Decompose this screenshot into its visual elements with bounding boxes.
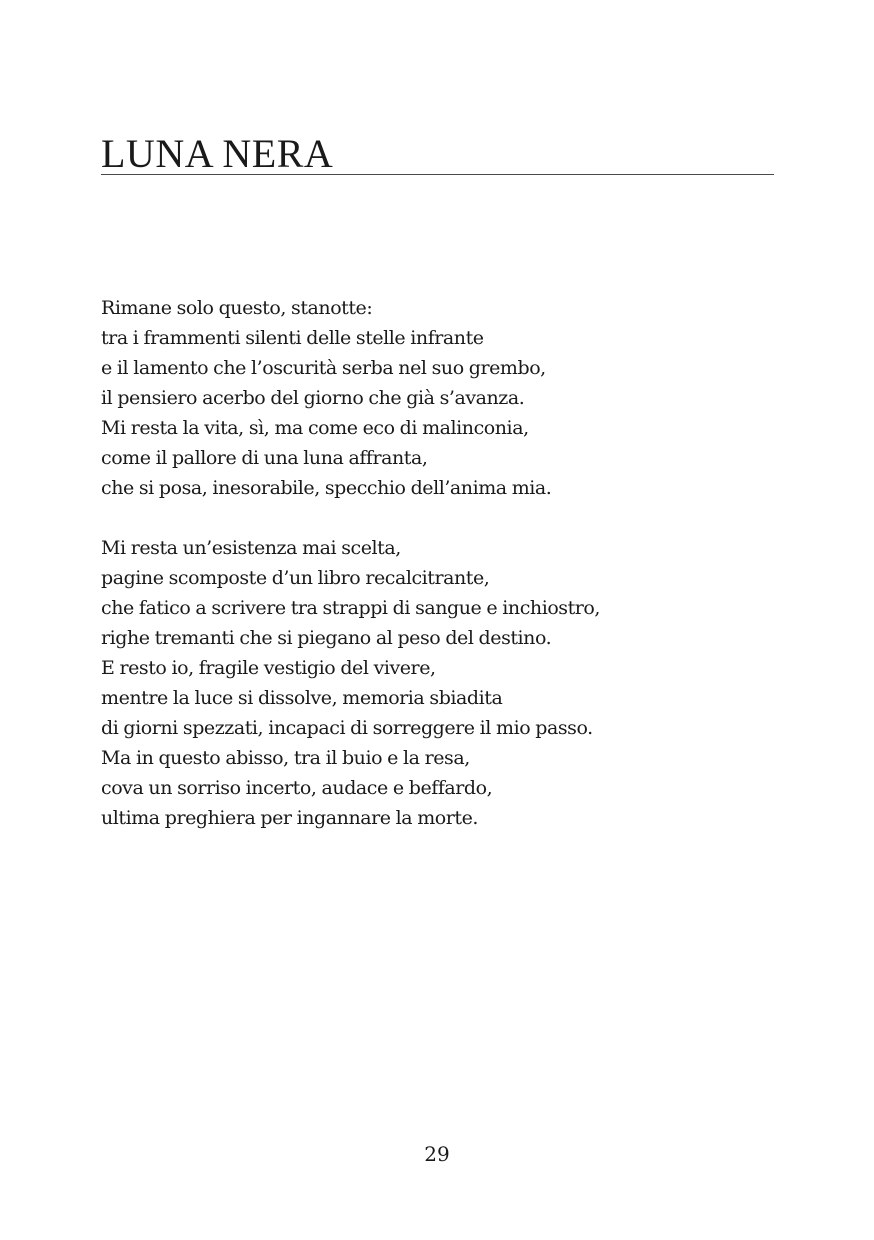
poem-line: e il lamento che l’oscurità serba nel suo grembo, bbox=[101, 357, 546, 379]
poem-line: E resto io, fragile vestigio del vivere, bbox=[101, 657, 436, 679]
poem-line: il pensiero acerbo del giorno che già s’avanza. bbox=[101, 387, 525, 409]
poem-line: ultima preghiera per ingannare la morte. bbox=[101, 807, 478, 829]
poem-line: Mi resta un’esistenza mai scelta, bbox=[101, 537, 401, 559]
title-underline bbox=[101, 174, 774, 175]
poem-line: come il pallore di una luna affranta, bbox=[101, 447, 428, 469]
poem-line: righe tremanti che si piegano al peso del destino. bbox=[101, 627, 552, 649]
stanza-2 bbox=[101, 533, 781, 833]
poem-line: cova un sorriso incerto, audace e beffardo, bbox=[101, 777, 493, 799]
poem-line: Ma in questo abisso, tra il buio e la resa, bbox=[101, 747, 470, 769]
poem-line: di giorni spezzati, incapaci di sorreggere il mio passo. bbox=[101, 717, 593, 739]
stanza-1 bbox=[101, 293, 781, 503]
poem-line: tra i frammenti silenti delle stelle infrante bbox=[101, 327, 484, 349]
poem-line: Mi resta la vita, sì, ma come eco di malinconia, bbox=[101, 417, 529, 439]
poem-line: che fatico a scrivere tra strappi di sangue e inchiostro, bbox=[101, 597, 601, 619]
poem-line: Rimane solo questo, stanotte: bbox=[101, 297, 373, 319]
poem-line: mentre la luce si dissolve, memoria sbiadita bbox=[101, 687, 503, 709]
poem-line: che si posa, inesorabile, specchio dell’anima mia. bbox=[101, 477, 552, 499]
page-number: 29 bbox=[424, 1142, 450, 1166]
poem-line: pagine scomposte d’un libro recalcitrante, bbox=[101, 567, 490, 589]
poem-body bbox=[101, 293, 781, 863]
chapter-title: LUNA NERA bbox=[101, 131, 334, 176]
